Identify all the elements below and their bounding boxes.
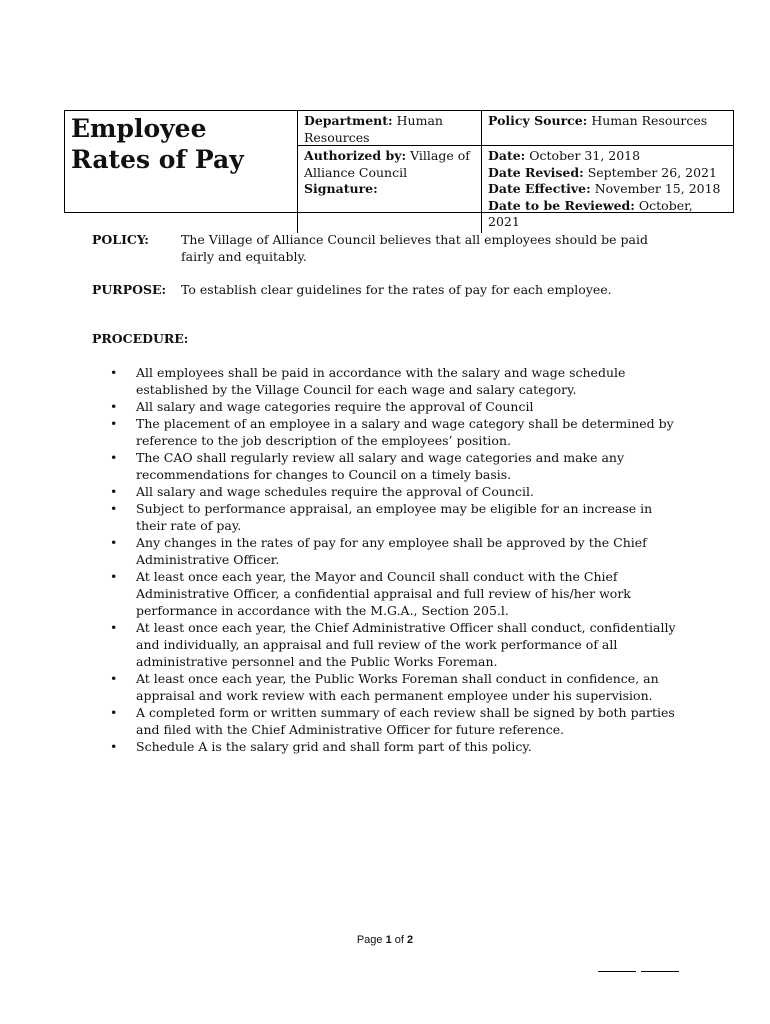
authorized-label: Authorized by: — [304, 148, 407, 163]
bullet-icon: • — [110, 569, 118, 584]
bullet-icon: • — [110, 450, 118, 465]
procedure-item-text: The placement of an employee in a salary and wage category shall be determined by reference to the job description of the employees’ position. — [136, 416, 674, 448]
policy-section — [92, 231, 692, 265]
authorized-cell — [298, 146, 482, 233]
page-word: Page — [356, 934, 383, 946]
page-total: 2 — [407, 934, 414, 946]
purpose-label: PURPOSE: — [92, 282, 167, 297]
policy-label: POLICY: — [92, 232, 149, 247]
procedure-label: PROCEDURE: — [92, 331, 189, 346]
revised-value: September 26, 2021 — [587, 164, 717, 180]
procedure-item — [110, 415, 680, 449]
bullet-icon: • — [110, 620, 118, 635]
procedure-list — [110, 364, 680, 755]
bullet-icon: • — [110, 484, 118, 499]
bullet-icon: • — [110, 416, 118, 431]
document-title: Employee Rates of Pay — [71, 114, 244, 174]
procedure-item — [110, 534, 680, 568]
page-of: of — [394, 934, 404, 946]
procedure-item — [110, 483, 680, 500]
procedure-item — [110, 670, 680, 704]
procedure-item-text: Any changes in the rates of pay for any employee shall be approved by the Chief Administrative Officer. — [136, 535, 647, 567]
title-cell — [65, 111, 298, 233]
procedure-item-text: At least once each year, the Mayor and Council shall conduct with the Chief Administrative Officer, a confidential appraisal and full review of his/her work performance in accordance with the M.G.A., Section 205.l. — [136, 569, 631, 618]
date-label: Date: — [488, 148, 526, 163]
procedure-item-text: At least once each year, the Chief Administrative Officer shall conduct, confidentially and individually, an appraisal and full review of the work performance of all administrative personnel and the Public Works Foreman. — [136, 620, 676, 669]
procedure-item-text: All employees shall be paid in accordance with the salary and wage schedule established by the Village Council for each wage and salary category. — [136, 365, 626, 397]
procedure-item-text: A completed form or written summary of each review shall be signed by both parties and filed with the Chief Administrative Officer for future reference. — [136, 705, 675, 737]
procedure-item — [110, 449, 680, 483]
bullet-icon: • — [110, 739, 118, 754]
authorized-value: Village of Alliance Council — [304, 148, 470, 180]
procedure-item-text: Subject to performance appraisal, an employee may be eligible for an increase in their rate of pay. — [136, 501, 653, 533]
procedure-item-text: All salary and wage categories require the approval of Council — [136, 399, 534, 414]
procedure-item-text: At least once each year, the Public Works Foreman shall conduct in confidence, an appraisal and work review with each permanent employee under his supervision. — [136, 671, 659, 703]
procedure-item — [110, 364, 680, 398]
bullet-icon: • — [110, 671, 118, 686]
procedure-item-text: Schedule A is the salary grid and shall form part of this policy. — [136, 739, 532, 754]
procedure-item — [110, 500, 680, 534]
page-footer — [0, 934, 770, 946]
purpose-text: To establish clear guidelines for the rates of pay for each employee. — [181, 282, 612, 297]
bullet-icon: • — [110, 535, 118, 550]
bullet-icon: • — [110, 365, 118, 380]
procedure-item-text: All salary and wage schedules require the approval of Council. — [136, 484, 534, 499]
procedure-item — [110, 704, 680, 738]
review-value: October, 2021 — [488, 197, 693, 229]
policy-source-value: Human Resources — [591, 113, 708, 128]
bullet-icon: • — [110, 399, 118, 414]
review-label: Date to be Reviewed: — [488, 197, 635, 213]
procedure-item — [110, 738, 680, 755]
bullet-icon: • — [110, 501, 118, 516]
department-value: Human Resources — [304, 113, 443, 145]
effective-label: Date Effective: — [488, 181, 591, 196]
policy-header-table — [64, 110, 734, 229]
policy-source-label: Policy Source: — [488, 113, 588, 128]
procedure-item — [110, 568, 680, 619]
department-label: Department: — [304, 113, 393, 128]
dates-cell — [482, 146, 733, 233]
procedure-item-text: The CAO shall regularly review all salary and wage categories and make any recommendations for changes to Council on a timely basis. — [136, 450, 625, 482]
purpose-section — [92, 281, 692, 298]
procedure-item — [110, 619, 680, 670]
policy-source-cell — [482, 111, 733, 146]
signature-label: Signature: — [304, 181, 378, 196]
date-value: October 31, 2018 — [529, 148, 641, 163]
effective-value: November 15, 2018 — [594, 181, 721, 196]
bullet-icon: • — [110, 705, 118, 720]
initials-line-1 — [598, 963, 636, 972]
procedure-item — [110, 398, 680, 415]
page-current: 1 — [385, 934, 392, 946]
policy-text: The Village of Alliance Council believes that all employees should be paid fairly and equitably. — [181, 232, 649, 264]
department-cell — [298, 111, 482, 146]
revised-label: Date Revised: — [488, 164, 584, 180]
initials-line-2 — [641, 963, 679, 972]
